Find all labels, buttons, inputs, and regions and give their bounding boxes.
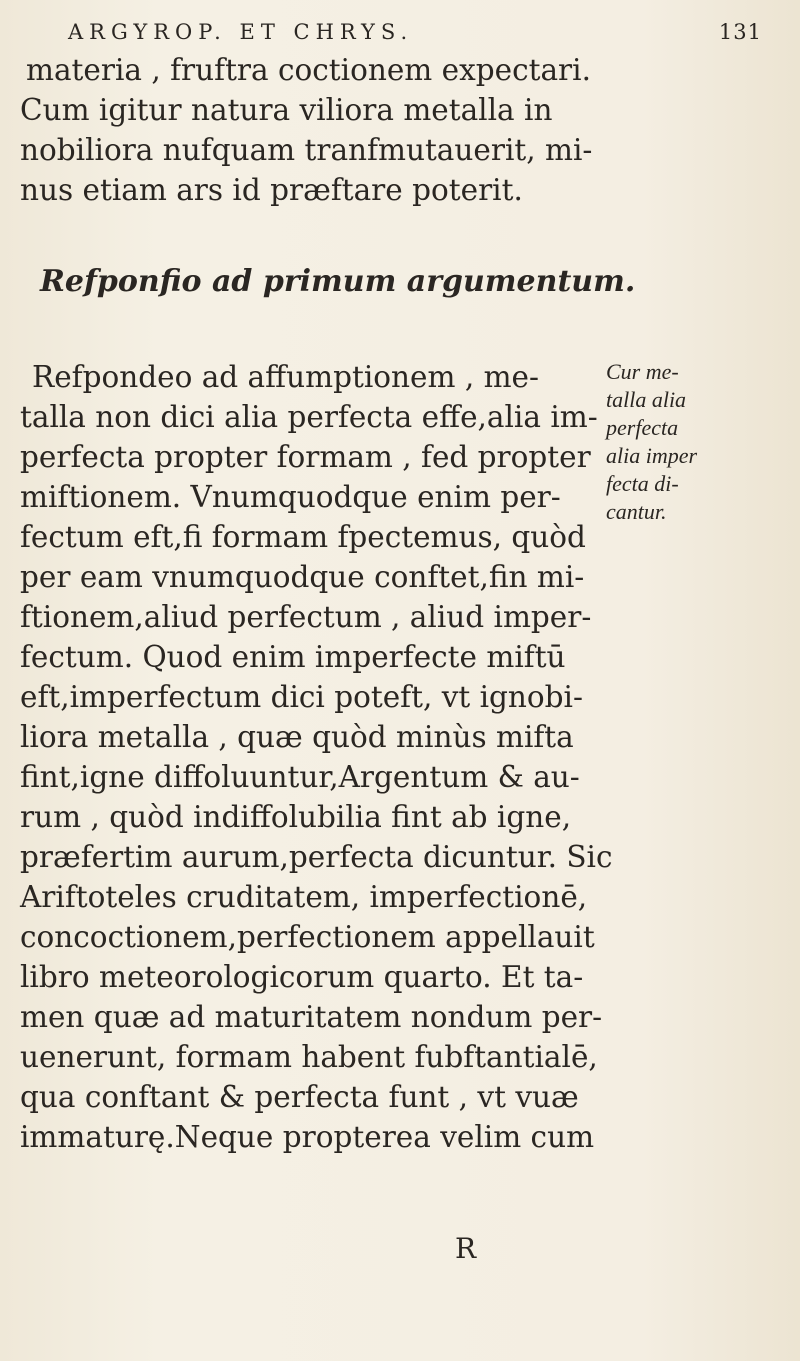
text-line: fint,igne diffoluuntur,Argentum & au- [20, 760, 580, 794]
catchword: R [455, 1232, 477, 1265]
text-line: fectum. Quod enim imperfecte miftū [20, 640, 566, 674]
page-number: 131 [718, 20, 762, 44]
text-line: men quæ ad maturitatem nondum per- [20, 1000, 603, 1034]
text-line: liora metalla , quæ quòd minùs mifta [20, 720, 574, 754]
margin-note-line: alia imper [606, 443, 698, 468]
text-line: præfertim aurum,perfecta dicuntur. Sic [20, 840, 613, 874]
text-line: perfecta propter formam , fed propter [20, 440, 591, 474]
text-line: fectum eft,fi formam fpectemus, quòd [20, 520, 586, 554]
text-line: libro meteorologicorum quarto. Et ta- [20, 960, 584, 994]
margin-note-line: fecta di- [606, 471, 679, 496]
margin-note-line: talla alia [606, 387, 687, 412]
text-line: materia , fruftra coctionem expectari. [26, 53, 591, 87]
text-line: Cum igitur natura viliora metalla in [20, 93, 553, 127]
text-line: nus etiam ars id præftare poterit. [20, 173, 523, 207]
text-line: rum , quòd indiffolubilia fint ab igne, [20, 800, 572, 834]
text-line: talla non dici alia perfecta effe,alia im- [20, 400, 598, 434]
margin-note-line: Cur me- [606, 359, 679, 384]
running-head-title: ARGYROP. ET CHRYS. [68, 20, 414, 44]
text-line: uenerunt, formam habent fubftantialē, [20, 1040, 598, 1074]
margin-note-line: cantur. [606, 499, 667, 524]
text-line: per eam vnumquodque conftet,fin mi- [20, 560, 585, 594]
running-head [68, 20, 768, 50]
text-line: nobiliora nufquam tranfmutauerit, mi- [20, 133, 593, 167]
section-heading: Refponfio ad primum argumentum. [40, 264, 636, 299]
text-line: Refpondeo ad affumptionem , me- [32, 360, 539, 394]
text-line: concoctionem,perfectionem appellauit [20, 920, 595, 954]
marginal-note [606, 358, 796, 526]
text-line: eft,imperfectum dici poteft, vt ignobi- [20, 680, 583, 714]
text-line: miftionem. Vnumquodque enim per- [20, 480, 561, 514]
text-line: qua conftant & perfecta funt , vt vuæ [20, 1080, 579, 1114]
text-line: immaturę.Neque propterea velim cum [20, 1120, 595, 1154]
margin-note-line: perfecta [606, 415, 679, 440]
text-line: ftionem,aliud perfectum , aliud imper- [20, 600, 592, 634]
text-line: Ariftoteles cruditatem, imperfectionē, [20, 880, 588, 914]
